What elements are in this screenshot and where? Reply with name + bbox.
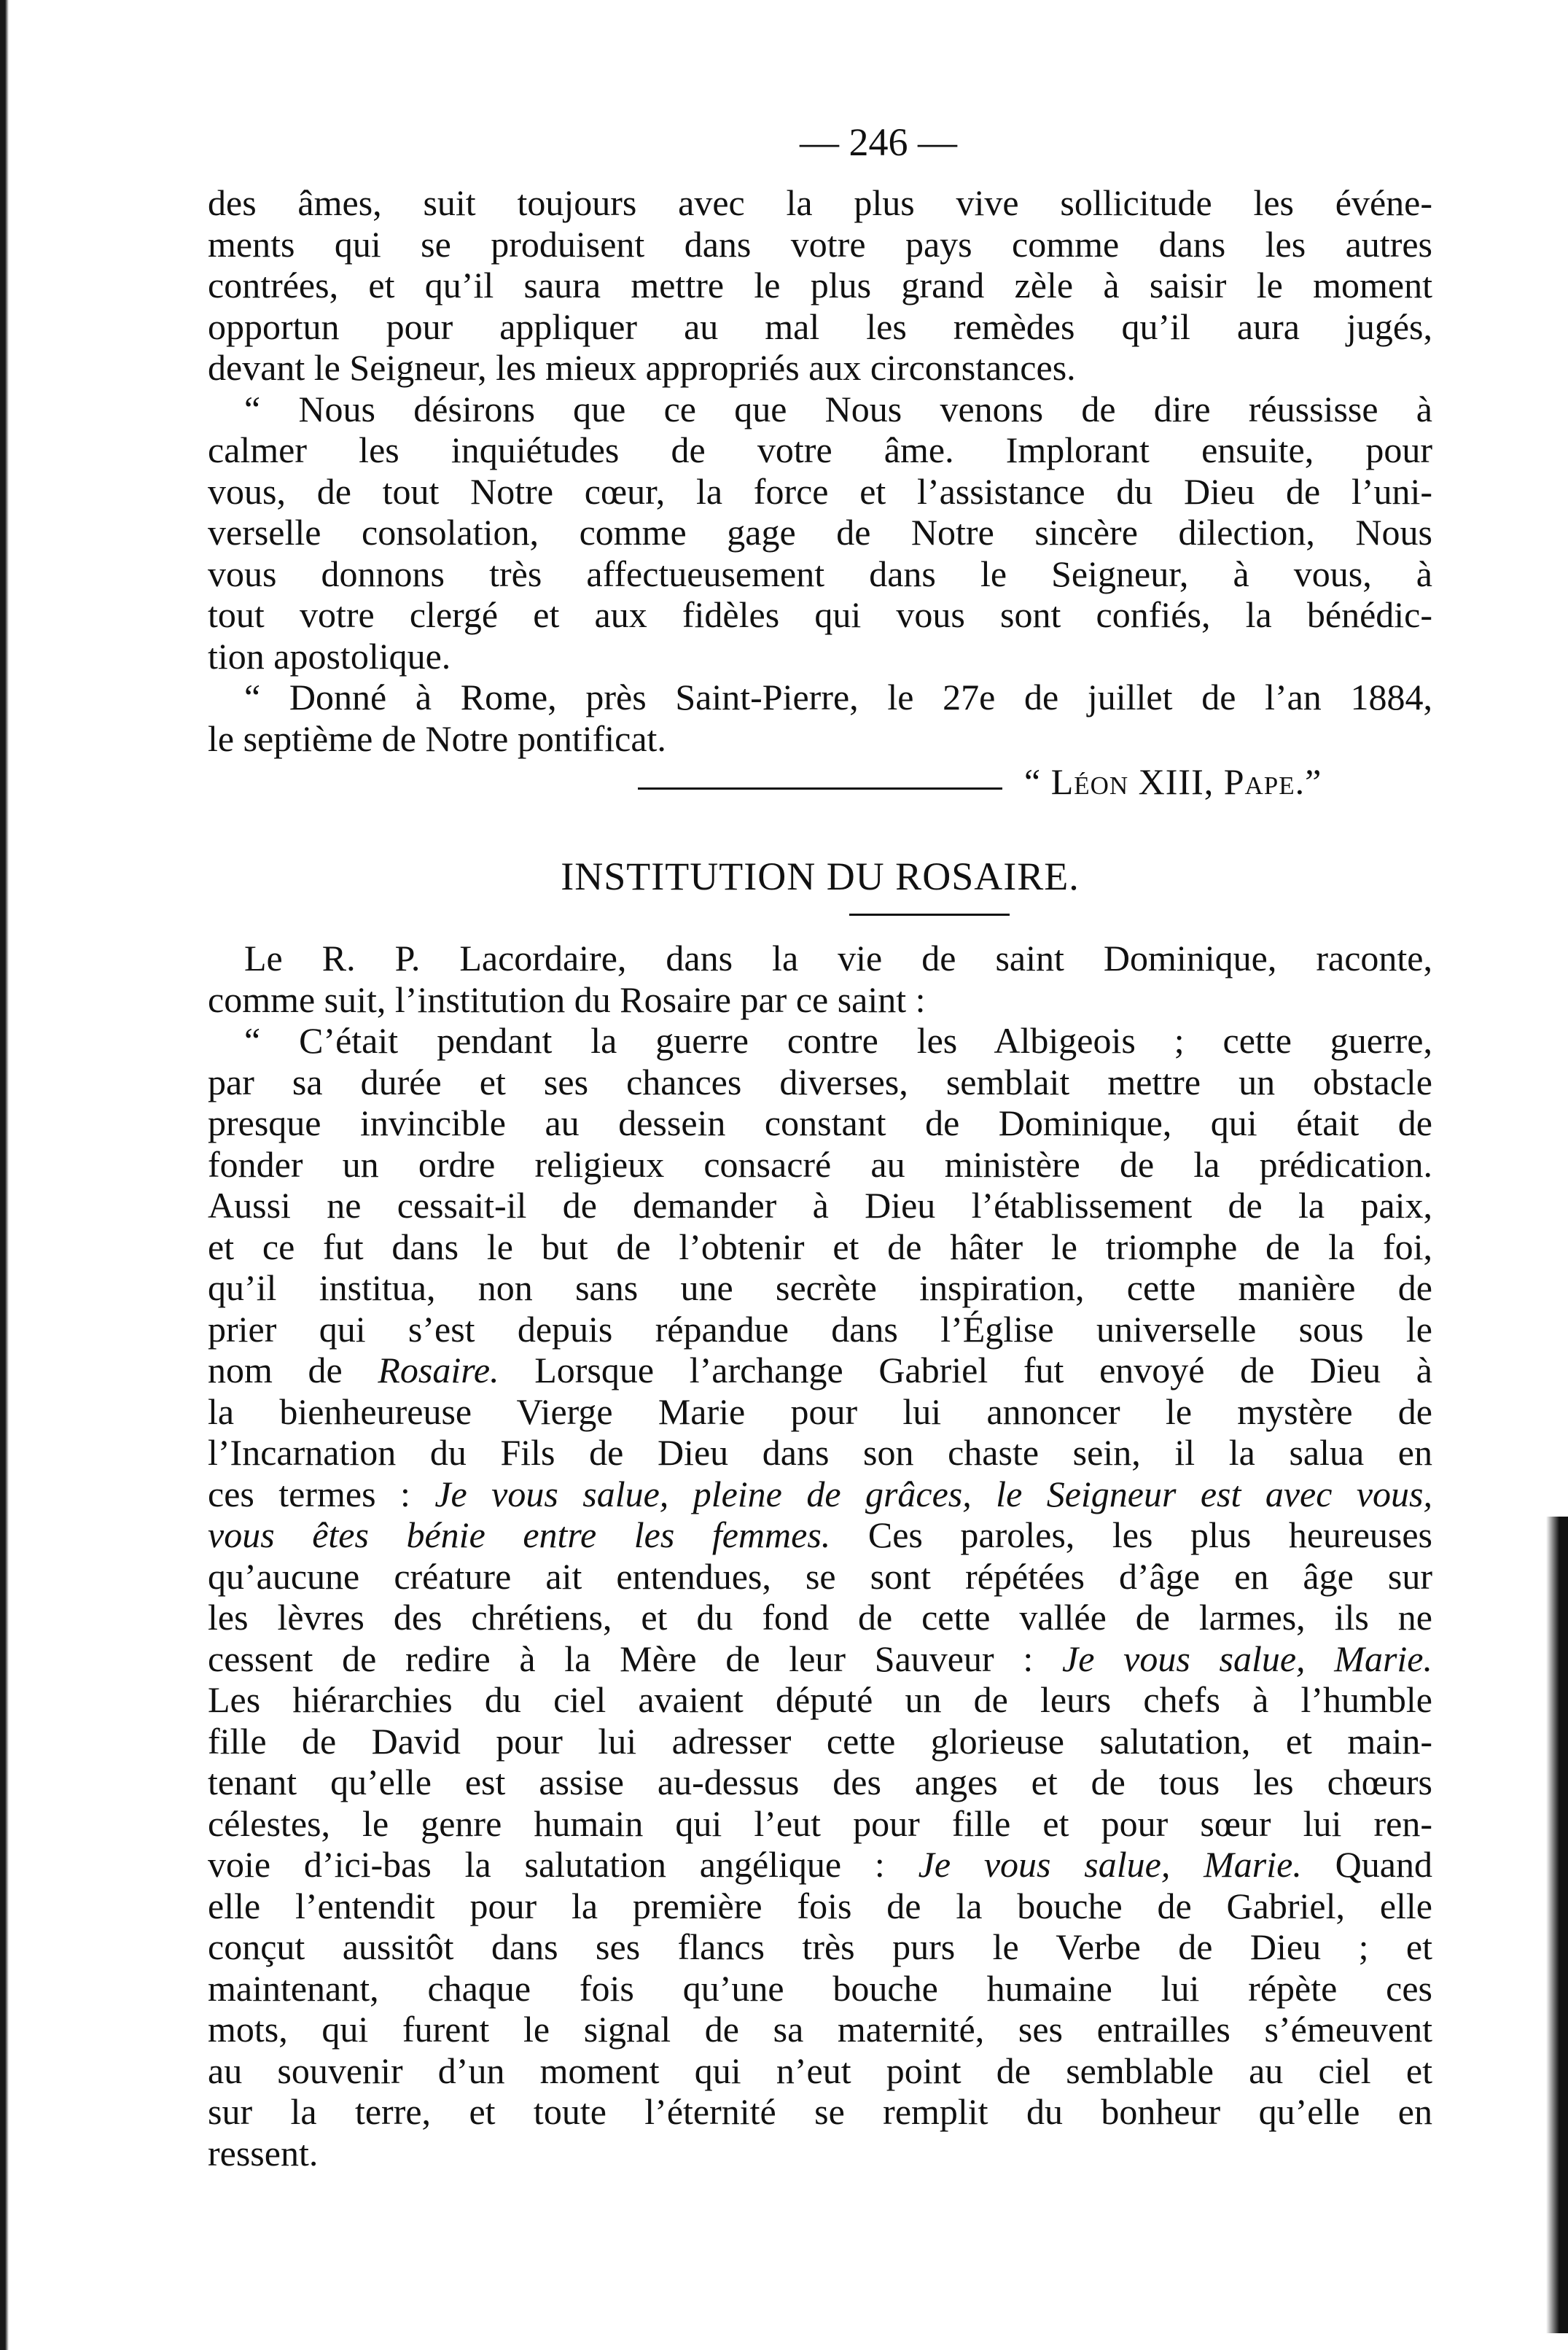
- italic-span: Je vous salue, Marie.: [918, 1844, 1302, 1885]
- text-line: [208, 1474, 1432, 1515]
- text-line: “ Nous désirons que ce que Nous venons de dire réussisse à: [244, 388, 1432, 429]
- text-line: [208, 1844, 1432, 1886]
- text-line: célestes, le genre humain qui l’eut pour fille et pour sœur lui ren-: [208, 1802, 1432, 1844]
- text-line: “ C’était pendant la guerre contre les Albigeois ; cette guerre,: [244, 1020, 1432, 1061]
- text-line: fille de David pour lui adresser cette glorieuse salutation, et main-: [208, 1720, 1432, 1762]
- text-line: Les hiérarchies du ciel avaient député un de leurs chefs à l’humble: [208, 1679, 1432, 1720]
- text-line: mots, qui furent le signal de sa maternité, ses entrailles s’émeuvent: [208, 2009, 1432, 2050]
- scan-edge-left: [0, 0, 9, 2350]
- text-line: des âmes, suit toujours avec la plus vive sollicitude les événe-: [208, 182, 1432, 223]
- paragraph-blessing: [208, 389, 1432, 677]
- text-span: nom de: [208, 1350, 378, 1390]
- text-line: verselle consolation, comme gage de Notre sincère dilection, Nous: [208, 512, 1432, 553]
- text-line: comme suit, l’institution du Rosaire par ce saint :: [208, 978, 926, 1020]
- text-span: Quand: [1301, 1844, 1432, 1885]
- text-line: qu’aucune créature ait entendues, se sont répétées d’âge en âge sur: [208, 1555, 1432, 1597]
- text-line: vous donnons très affectueusement dans le Seigneur, à vous, à: [208, 553, 1432, 594]
- paragraph-closing-letter: [208, 182, 1432, 389]
- text-line: Le R. P. Lacordaire, dans la vie de saint Dominique, raconte,: [244, 938, 1432, 978]
- signature: “ Léon XIII, Pape.”: [1024, 761, 1322, 802]
- text-line: presque invincible au dessein constant de Dominique, qui était de: [208, 1102, 1432, 1143]
- text-line: [208, 1638, 1432, 1680]
- text-line: devant le Seigneur, les mieux appropriés aux circonstances.: [208, 347, 1076, 388]
- italic-span: Rosaire.: [378, 1350, 499, 1390]
- text-line: qu’il institua, non sans une secrète inspiration, cette manière de: [208, 1267, 1432, 1308]
- text-span: voie d’ici-bas la salutation angélique :: [208, 1844, 918, 1885]
- paragraph-intro: [208, 938, 1432, 1020]
- text-line: les lèvres des chrétiens, et du fond de cette vallée de larmes, ils ne: [208, 1597, 1432, 1638]
- text-line: et ce fut dans le but de l’obtenir et de hâter le triomphe de la foi,: [208, 1226, 1432, 1267]
- paragraph-quote: [208, 1020, 1432, 2174]
- heading-rule: [849, 914, 1010, 916]
- text-span: ces termes :: [208, 1473, 435, 1514]
- text-line: ments qui se produisent dans votre pays comme dans les autres: [208, 223, 1432, 265]
- text-line: l’Incarnation du Fils de Dieu dans son chaste sein, il la salua en: [208, 1432, 1432, 1473]
- text-line: par sa durée et ses chances diverses, semblait mettre un obstacle: [208, 1061, 1432, 1102]
- text-line: maintenant, chaque fois qu’une bouche humaine lui répète ces: [208, 1967, 1432, 2009]
- text-span: Ces paroles, les plus heureuses: [830, 1514, 1432, 1555]
- text-line: vous, de tout Notre cœur, la force et l’assistance du Dieu de l’uni-: [208, 470, 1432, 512]
- text-line: le septième de Notre pontificat.: [208, 717, 666, 759]
- text-line: tion apostolique.: [208, 635, 451, 677]
- text-line: conçut aussitôt dans ses flancs très purs le Verbe de Dieu ; et: [208, 1926, 1432, 1967]
- text-line: ressent.: [208, 2132, 319, 2174]
- text-line: [208, 1514, 1432, 1556]
- page-number: — 246 —: [800, 120, 957, 164]
- text-line: tenant qu’elle est assise au-dessus des anges et de tous les chœurs: [208, 1762, 1432, 1802]
- text-line: sur la terre, et toute l’éternité se remplit du bonheur qu’elle en: [208, 2091, 1432, 2132]
- italic-span: Je vous salue, pleine de grâces, le Seigneur est avec vous,: [434, 1473, 1433, 1514]
- text-line: Aussi ne cessait-il de demander à Dieu l’établissement de la paix,: [208, 1185, 1432, 1226]
- text-line: contrées, et qu’il saura mettre le plus grand zèle à saisir le moment: [208, 265, 1432, 306]
- text-line: prier qui s’est depuis répandue dans l’Église universelle sous le: [208, 1308, 1432, 1350]
- text-line: “ Donné à Rome, près Saint-Pierre, le 27e de juillet de l’an 1884,: [244, 677, 1432, 717]
- text-line: fonder un ordre religieux consacré au ministère de la prédication.: [208, 1143, 1432, 1185]
- text-line: au souvenir d’un moment qui n’eut point de semblable au ciel et: [208, 2050, 1432, 2091]
- text-line: [208, 1350, 1432, 1391]
- document-page: [208, 117, 1432, 2174]
- text-span: cessent de redire à la Mère de leur Sauveur :: [208, 1638, 1062, 1679]
- scan-edge-right: [1546, 1517, 1568, 2333]
- signature-rule: [638, 787, 1002, 790]
- section-heading: INSTITUTION DU ROSAIRE.: [561, 855, 1080, 898]
- text-line: tout votre clergé et aux fidèles qui vous sont confiés, la bénédic-: [208, 594, 1432, 635]
- italic-span: vous êtes bénie entre les femmes.: [208, 1514, 831, 1555]
- text-span: Lorsque l’archange Gabriel fut envoyé de Dieu à: [499, 1350, 1432, 1390]
- text-line: la bienheureuse Vierge Marie pour lui annoncer le mystère de: [208, 1390, 1432, 1432]
- text-line: opportun pour appliquer au mal les remèdes qu’il aura jugés,: [208, 306, 1432, 347]
- paragraph-dating: [208, 677, 1432, 759]
- text-line: calmer les inquiétudes de votre âme. Implorant ensuite, pour: [208, 429, 1432, 470]
- signature-block: [208, 759, 1432, 803]
- italic-span: Je vous salue, Marie.: [1062, 1638, 1432, 1679]
- text-line: elle l’entendit pour la première fois de la bouche de Gabriel, elle: [208, 1885, 1432, 1926]
